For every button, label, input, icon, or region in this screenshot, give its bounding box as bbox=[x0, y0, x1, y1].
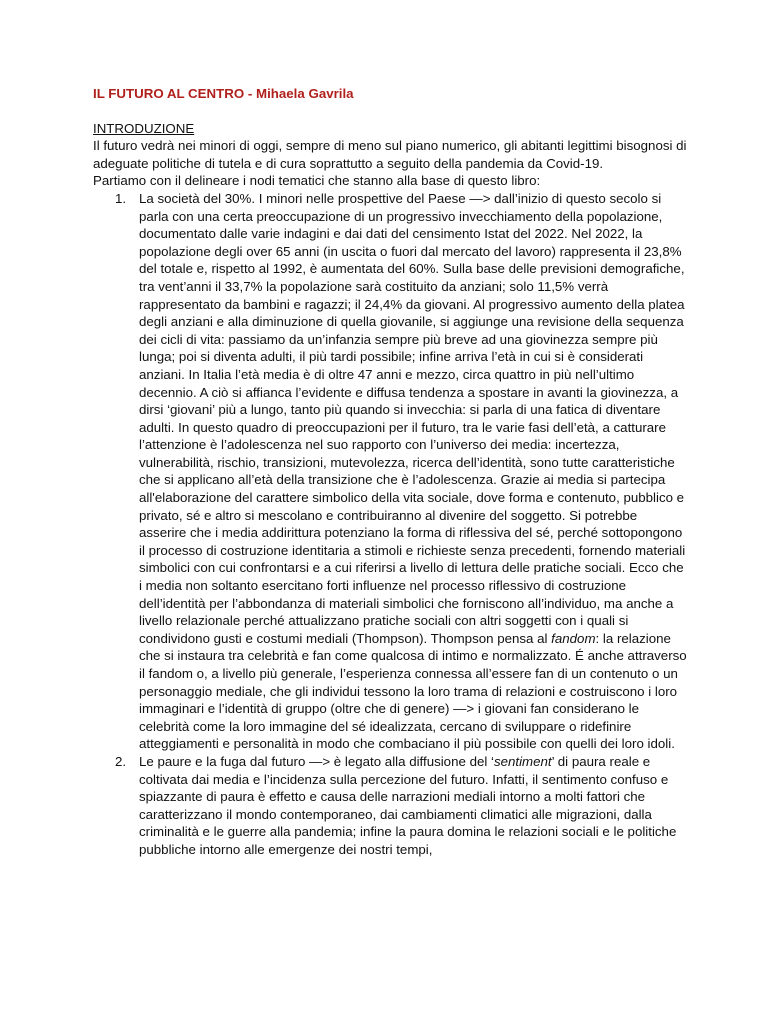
list-item-number: 2. bbox=[115, 753, 127, 769]
emphasized-term: sentiment bbox=[493, 753, 552, 769]
intro-paragraph: Il futuro vedrà nei minori di oggi, sempre di meno sul piano numerico, gli abitanti legittimi bisognosi di adeguate politiche di tutela e di cura soprattutto a seguito della pandemia da Covid-19. bbox=[93, 138, 687, 171]
list-item bbox=[115, 190, 688, 753]
section-heading: INTRODUZIONE bbox=[93, 120, 195, 136]
list-item-text: : la relazione che si instaura tra celebrità e fan come qualcosa di intimo e normalizzato. É anche attraverso il fandom o, a livello più generale, l’esperienza connessa all’essere fan di un contenuto o un personaggio mediale, che gli individui tessono la loro trama di relazioni e costruiscono i loro immaginari e l’identità di gruppo (oltre che di genere) —> i giovani fan considerano le celebrità come la loro immagine del sé idealizzata, cercano di sviluppare o ridefinire atteggiamenti e personalità in modo che combaciano il più possibile con quelli dei loro idoli. bbox=[139, 630, 687, 752]
lead-in-paragraph: Partiamo con il delineare i nodi tematici che stanno alla base di questo libro: bbox=[93, 173, 541, 189]
list-item-number: 1. bbox=[115, 190, 127, 206]
emphasized-term: fandom bbox=[551, 630, 596, 646]
list-item bbox=[115, 753, 688, 859]
list-item-text: ’ di paura reale e coltivata dai media e l’incidenza sulla percezione del futuro. Infatti, il sentimento confuso e spiazzante di paura è effetto e causa delle narrazioni mediali intorno a molti fattori che caratterizzano il mondo contemporaneo, dai cambiamenti climatici alle migrazioni, dalla criminalità e le guerre alla pandemia; infine la paura domina le relazioni sociali e le politiche pubbliche intorno alle emergenze dei nostri tempi, bbox=[139, 753, 677, 857]
list-item-text: La società del 30%. I minori nelle prospettive del Paese —> dall’inizio di questo secolo si parla con una certa preoccupazione di un progressivo invecchiamento della popolazione, documentato dalle varie indagini e dai dati del censimento Istat del 2022. Nel 2022, la popolazione degli over 65 anni (in uscita o fuori dal mercato del lavoro) rappresenta il 23,8% del totale e, rispetto al 1992, è aumentata del 60%. Sulla base delle previsioni demografiche, tra vent’anni il 33,7% la popolazione sarà costituito da anziani; solo 11,5% verrà rappresentato da bambini e ragazzi; il 24,4% da giovani. Al progressivo aumento della platea degli anziani e alla diminuzione di quella giovanile, si aggiunge una revisione della sequenza dei cicli di vita: passiamo da un’infanzia sempre più breve ad una giovinezza sempre più lunga; poi si diventa adulti, il più tardi possibile; infine arriva l’età in cui si è considerati anziani. In Italia l’età media è di oltre 47 anni e mezzo, circa quattro in più nell’ultimo decennio. A ciò si affianca l’evidente e diffusa tendenza a spostare in avanti la giovinezza, a dirsi ‘giovani’ più a lungo, tanto più quando si invecchia: si parla di una fatica di diventare adulti. In questo quadro di preoccupazioni per il futuro, tra le varie fasi dell’età, a catturare l’attenzione è l’adolescenza nel suo rapporto con l’universo dei media: incertezza, vulnerabilità, rischio, transizioni, mutevolezza, ricerca dell’identità, sono tutte caratteristiche che si applicano all’età della transizione che è l’adolescenza. Grazie ai media si partecipa all'elaborazione del carattere simbolico della vita sociale, dove forma e contenuto, pubblico e privato, sé e altro si mescolano e contribuiranno al divenire del soggetto. Si potrebbe asserire che i media addirittura potenziano la forma di riflessiva del sé, perché sottopongono il processo di costruzione identitaria a stimoli e richieste senza precedenti, fornendo materiali simbolici con cui confrontarsi e a cui riferirsi a livello di lettura delle pratiche sociali. Ecco che i media non soltanto esercitano forti influenze nel processo riflessivo di costruzione dell’identità per l’abbondanza di materiali simbolici che forniscono all’individuo, ma anche a livello relazionale perché attualizzano pratiche sociali con altri soggetti con i quali si condividono gusti e costumi mediali (Thompson). Thompson pensa al bbox=[139, 190, 686, 646]
topics-list bbox=[93, 190, 688, 859]
document-title: IL FUTURO AL CENTRO - Mihaela Gavrila bbox=[93, 86, 354, 101]
list-item-text: Le paure e la fuga dal futuro —> è legato alla diffusione del ‘ bbox=[139, 753, 494, 769]
